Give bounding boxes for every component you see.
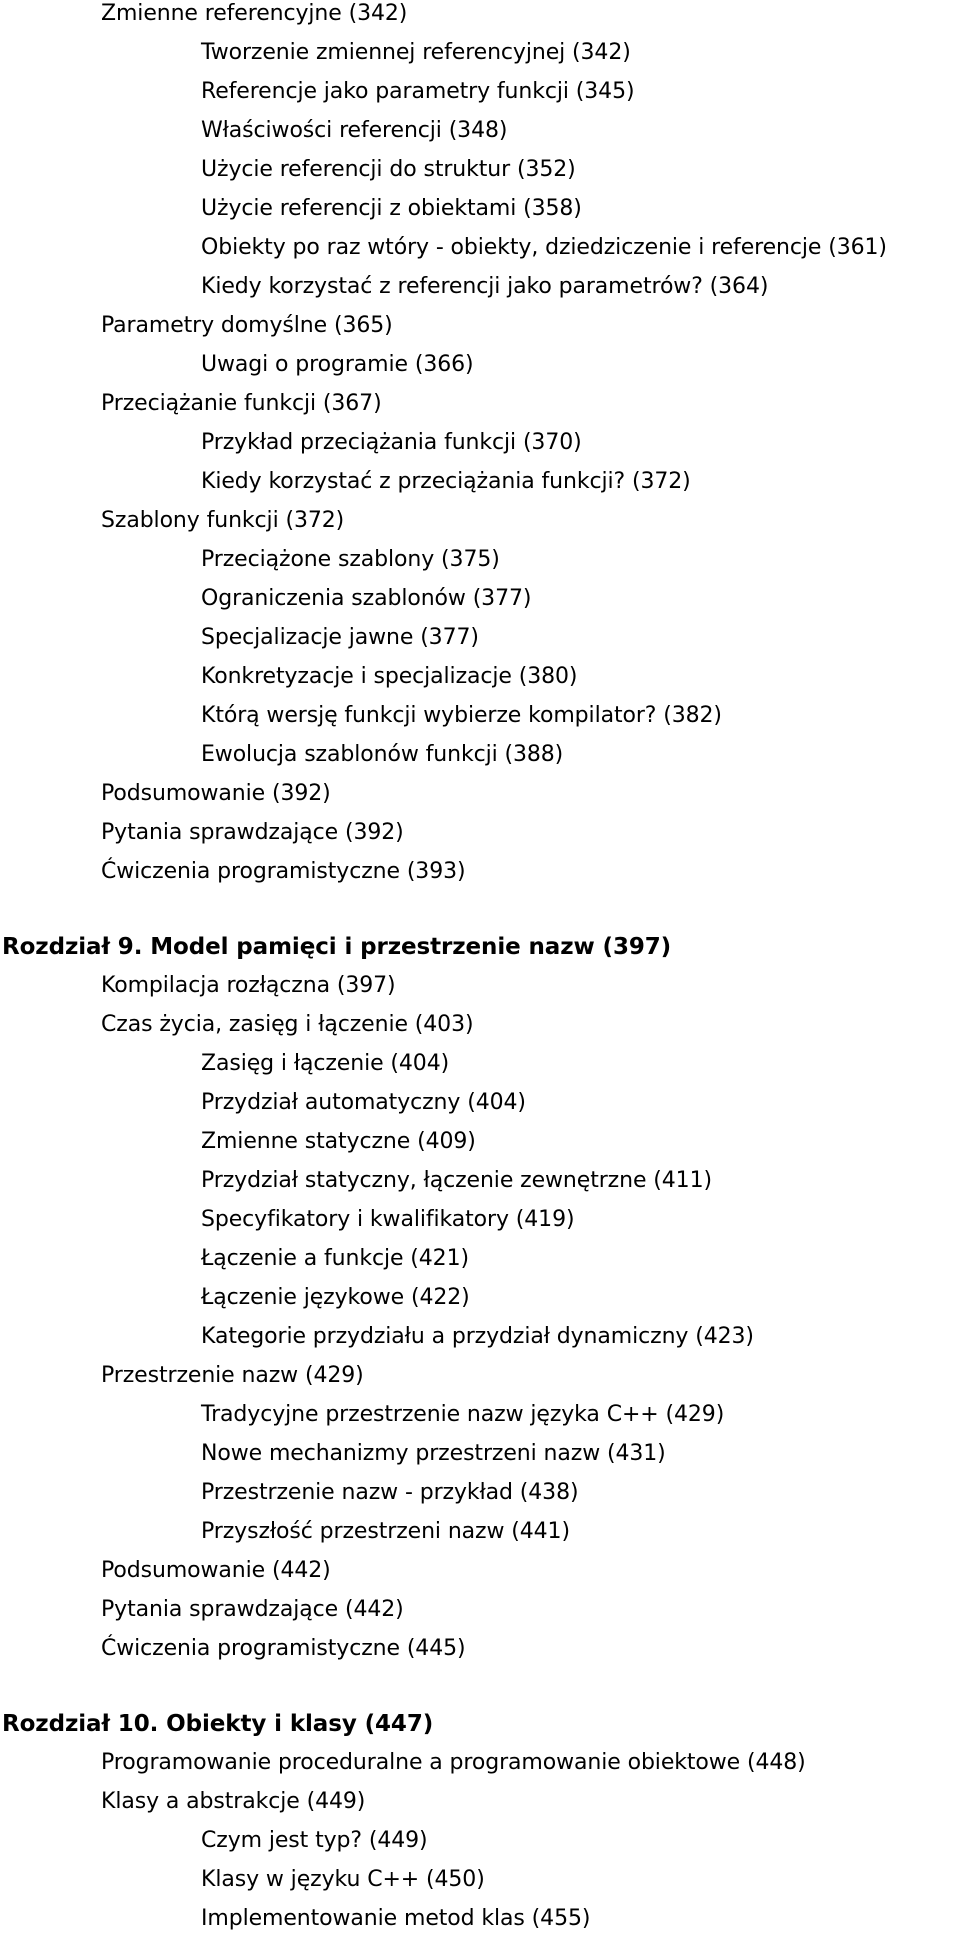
toc-entry: Ćwiczenia programistyczne (393): [101, 859, 466, 884]
chapter-heading: Rozdział 10. Obiekty i klasy (447): [2, 1711, 434, 1737]
toc-entry: Kompilacja rozłączna (397): [101, 973, 396, 998]
toc-entry: Tworzenie zmiennej referencyjnej (342): [201, 40, 631, 65]
toc-entry: Podsumowanie (392): [101, 781, 331, 806]
toc-entry: Nowe mechanizmy przestrzeni nazw (431): [201, 1441, 666, 1466]
toc-entry: Użycie referencji z obiektami (358): [201, 196, 582, 221]
toc-entry: Zasięg i łączenie (404): [201, 1051, 450, 1076]
toc-entry: Ewolucja szablonów funkcji (388): [201, 742, 564, 767]
toc-entry: Klasy a abstrakcje (449): [101, 1789, 366, 1814]
toc-entry: Pytania sprawdzające (442): [101, 1597, 404, 1622]
toc-entry: Szablony funkcji (372): [101, 508, 345, 533]
toc-entry: Czym jest typ? (449): [201, 1828, 428, 1853]
toc-entry: Przydział automatyczny (404): [201, 1090, 526, 1115]
chapter-heading: Rozdział 9. Model pamięci i przestrzenie nazw (397): [2, 934, 672, 960]
toc-entry: Parametry domyślne (365): [101, 313, 393, 338]
toc-entry: Przestrzenie nazw (429): [101, 1363, 364, 1388]
toc-entry: Tradycyjne przestrzenie nazw języka C++ (429): [201, 1402, 725, 1427]
toc-entry: Programowanie proceduralne a programowanie obiektowe (448): [101, 1750, 806, 1775]
toc-entry: Referencje jako parametry funkcji (345): [201, 79, 635, 104]
toc-entry: Ćwiczenia programistyczne (445): [101, 1636, 466, 1661]
toc-entry: Konkretyzacje i specjalizacje (380): [201, 664, 578, 689]
toc-entry: Specjalizacje jawne (377): [201, 625, 479, 650]
toc-entry: Zmienne statyczne (409): [201, 1129, 476, 1154]
toc-entry: Ograniczenia szablonów (377): [201, 586, 532, 611]
toc-entry: Implementowanie metod klas (455): [201, 1906, 591, 1931]
toc-entry: Przyszłość przestrzeni nazw (441): [201, 1519, 570, 1544]
toc-entry: Właściwości referencji (348): [201, 118, 508, 143]
toc-entry: Uwagi o programie (366): [201, 352, 474, 377]
toc-entry: Kategorie przydziału a przydział dynamiczny (423): [201, 1324, 754, 1349]
toc-entry: Przestrzenie nazw - przykład (438): [201, 1480, 579, 1505]
toc-entry: Przydział statyczny, łączenie zewnętrzne (411): [201, 1168, 712, 1193]
toc-entry: Specyfikatory i kwalifikatory (419): [201, 1207, 575, 1232]
toc-entry: Użycie referencji do struktur (352): [201, 157, 576, 182]
toc-entry: Łączenie a funkcje (421): [201, 1246, 469, 1271]
toc-entry: Przeciążanie funkcji (367): [101, 391, 382, 416]
toc-entry: Przykład przeciążania funkcji (370): [201, 430, 582, 455]
toc-entry: Łączenie językowe (422): [201, 1285, 470, 1310]
toc-entry: Podsumowanie (442): [101, 1558, 331, 1583]
toc-entry: Pytania sprawdzające (392): [101, 820, 404, 845]
toc-entry: Którą wersję funkcji wybierze kompilator? (382): [201, 703, 722, 728]
toc-entry: Przeciążone szablony (375): [201, 547, 500, 572]
toc-entry: Klasy w języku C++ (450): [201, 1867, 485, 1892]
toc-entry: Zmienne referencyjne (342): [101, 1, 408, 26]
toc-entry: Kiedy korzystać z przeciążania funkcji? (372): [201, 469, 691, 494]
toc-entry: Czas życia, zasięg i łączenie (403): [101, 1012, 474, 1037]
toc-entry: Kiedy korzystać z referencji jako parametrów? (364): [201, 274, 769, 299]
toc-entry: Obiekty po raz wtóry - obiekty, dziedziczenie i referencje (361): [201, 235, 887, 260]
